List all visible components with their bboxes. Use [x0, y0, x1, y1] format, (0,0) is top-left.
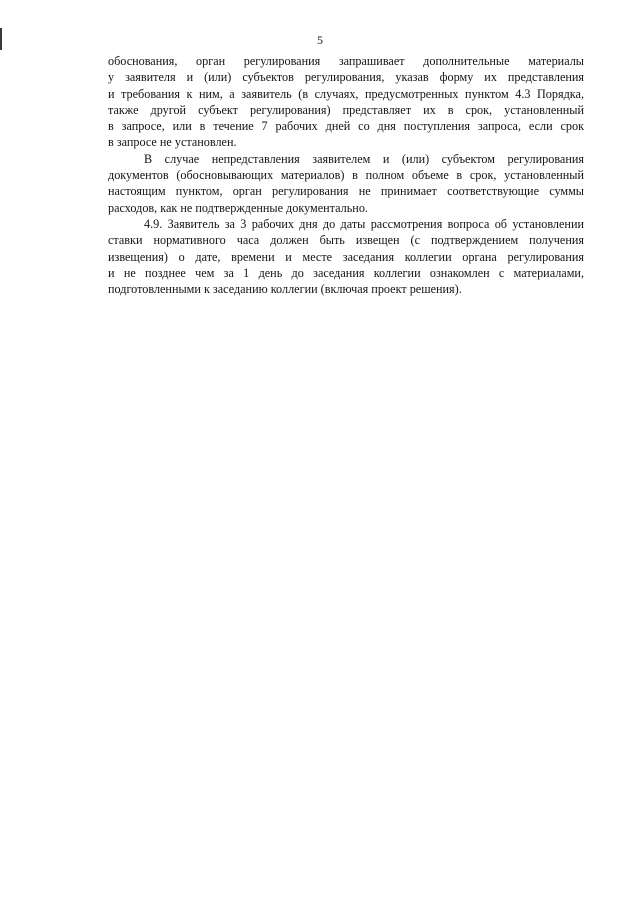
text-line: документов (обосновывающих материалов) в полном объеме в срок, установленный: [108, 168, 584, 183]
text-line: и не позднее чем за 1 день до заседания коллегии ознакомлен с материалами,: [108, 265, 584, 280]
text-line: настоящим пунктом, орган регулирования не принимает соответствующие суммы: [108, 184, 584, 199]
text-line: у заявителя и (или) субъектов регулирования, указав форму их представления: [108, 70, 584, 85]
text-line: также другой субъект регулирования) представляет их в срок, установленный: [108, 102, 584, 117]
text-line: и требования к ним, а заявитель (в случаях, предусмотренных пунктом 4.3 Порядка,: [108, 86, 584, 101]
text-line: подготовленными к заседанию коллегии (включая проект решения).: [108, 282, 462, 297]
text-line: В случае непредставления заявителем и (или) субъектом регулирования: [144, 151, 584, 166]
paragraph-clause-4-9: [108, 216, 584, 297]
text-line: расходов, как не подтвержденные документально.: [108, 200, 368, 215]
page-number: 5: [317, 33, 323, 47]
paragraph-request-materials: [108, 53, 584, 151]
text-line: обоснования, орган регулирования запрашивает дополнительные материалы: [108, 54, 584, 68]
text-line: извещения) о дате, времени и месте заседания коллегии органа регулирования: [108, 249, 584, 264]
paragraph-non-submission: [108, 151, 584, 216]
text-line: ставки нормативного часа должен быть извещен (с подтверждением получения: [108, 233, 584, 248]
text-line: в запросе не установлен.: [108, 135, 237, 150]
document-body: [108, 53, 584, 297]
text-line: в запросе, или в течение 7 рабочих дней со дня поступления запроса, если срок: [108, 119, 584, 134]
text-line: 4.9. Заявитель за 3 рабочих дня до даты рассмотрения вопроса об установлении: [144, 216, 584, 231]
